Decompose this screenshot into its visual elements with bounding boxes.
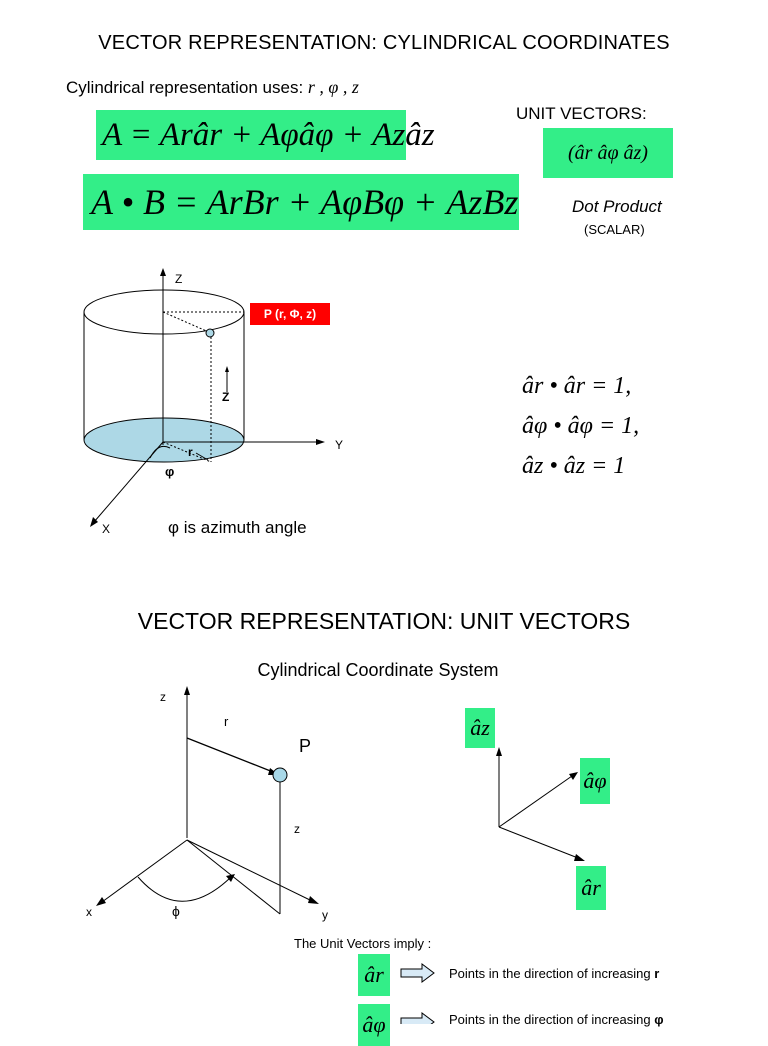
intro-text: Cylindrical representation uses: [66, 78, 308, 97]
z-axis-2-arrow [184, 686, 190, 695]
ar-vector-arrow [574, 854, 585, 861]
az-vector-arrow [496, 747, 502, 756]
r-vector [187, 738, 273, 772]
cyl-axis-y-label: Y [335, 438, 344, 452]
dot-product-label: Dot Product [572, 197, 662, 216]
phi-label-2: ϕ [172, 903, 180, 919]
p-label-2: P [299, 736, 312, 756]
ar-row-badge: âr [358, 954, 390, 996]
z-axis-arrow [160, 268, 166, 276]
unit-vector-triad [480, 740, 590, 880]
vector-equation: A = Arâr + Aφâφ + Azâz [96, 110, 406, 160]
cyl-z-height-label: Z [222, 390, 230, 404]
imply-text: The Unit Vectors imply : [294, 936, 432, 951]
slide1-title: VECTOR REPRESENTATION: CYLINDRICAL COORDINATES [98, 32, 670, 54]
ar-vector [499, 827, 578, 858]
dot-eq-z: âz • âz = 1 [522, 453, 626, 479]
aphi-row-desc: Points in the direction of increasing [449, 1012, 655, 1027]
aphi-row-bold: φ [654, 1012, 664, 1027]
x-axis-2 [102, 840, 187, 902]
y-axis-2 [187, 840, 312, 901]
phi-arc-2 [138, 877, 230, 901]
aphi-row-badge: âφ [358, 1004, 390, 1046]
ar-badge: âr [576, 866, 606, 910]
intro-line [66, 77, 359, 98]
aphi-vector [499, 776, 572, 827]
aphi-badge: âφ [580, 758, 610, 804]
aphi-row-arrow-icon [400, 1012, 436, 1024]
aphi-vector-arrow [569, 772, 578, 780]
unit-vectors-label: UNIT VECTORS: [516, 104, 647, 123]
slide2-title: VECTOR REPRESENTATION: UNIT VECTORS [137, 608, 631, 634]
slide2-subtitle: Cylindrical Coordinate System [257, 660, 499, 680]
cyl-phi-label: φ [165, 464, 175, 479]
ar-row-arrow-icon [400, 963, 436, 983]
axis-x-label-2: x [86, 905, 92, 919]
cylinder-base [84, 418, 244, 462]
x-axis-2-arrow [96, 897, 106, 906]
intro-vars: r , φ , z [307, 77, 359, 97]
r-label-2: r [224, 714, 229, 729]
cyl-axis-x-label: X [102, 522, 111, 536]
azimuth-text: φ is azimuth angle [168, 518, 307, 537]
dot-eq-r: âr • âr = 1, [522, 373, 632, 399]
unit-vectors-box: (âr âφ âz) [543, 128, 673, 178]
axis-z-label-2: z [160, 690, 166, 704]
az-badge: âz [465, 708, 495, 748]
unit-dot-equations [522, 366, 639, 486]
point-p-label: P (r, Φ, z) [250, 303, 330, 325]
dot-product-equation: A • B = ArBr + AφBφ + AzBz [83, 174, 519, 230]
scalar-label: (SCALAR) [584, 222, 645, 237]
aphi-row-text [449, 1012, 664, 1027]
point-p-circle [273, 768, 287, 782]
dot-eq-phi: âφ • âφ = 1, [522, 413, 640, 439]
y-axis-arrow [316, 439, 325, 445]
ar-row-bold: r [654, 966, 660, 981]
z-label-2: z [294, 822, 300, 836]
ar-row-desc: Points in the direction of increasing [449, 966, 655, 981]
top-radius-dotted [163, 312, 211, 333]
axis-y-label-2: y [322, 908, 328, 922]
cyl-r-label: r [188, 445, 193, 459]
cyl-axis-z-label: Z [175, 272, 183, 286]
coordinate-system-diagram [80, 680, 340, 930]
z-height-arrowhead [225, 366, 229, 372]
ar-row-text [449, 966, 659, 981]
y-axis-2-arrow [308, 896, 319, 904]
point-p-marker [206, 329, 214, 337]
